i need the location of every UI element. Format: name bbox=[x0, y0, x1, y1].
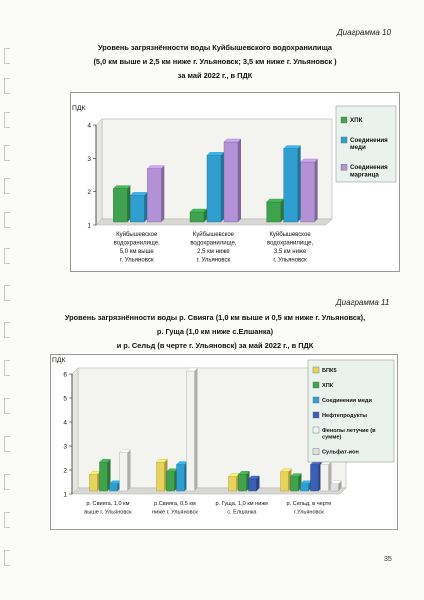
binder-hole bbox=[4, 248, 10, 264]
chart11-legend-label-line: ХПК bbox=[322, 383, 334, 389]
binder-hole bbox=[4, 48, 10, 64]
chart11-legend-label-line: БПК5 bbox=[322, 368, 337, 374]
chart11-bar bbox=[229, 474, 240, 491]
chart11-bar-front bbox=[239, 474, 247, 491]
chart10-bar-side bbox=[127, 186, 130, 222]
chart11-bar bbox=[187, 368, 198, 491]
chart10-legend-swatch bbox=[341, 164, 347, 170]
chart10-bar-side bbox=[161, 166, 164, 222]
chart11-category-label-line: р. Гуща, 1,0 км ниже bbox=[215, 501, 269, 507]
chart11-bar-side bbox=[195, 368, 198, 491]
chart10-category-label-line: водохранилище, bbox=[190, 240, 237, 247]
chart-diagram-11 bbox=[50, 354, 398, 530]
chart11-legend-label-line: Нефтепродукты bbox=[322, 413, 368, 419]
chart11-bar bbox=[167, 469, 178, 491]
chart-diagram-10 bbox=[70, 92, 400, 272]
chart11-bar-front bbox=[100, 462, 108, 491]
chart10-category-label-line: г. Ульяновск bbox=[119, 257, 154, 264]
chart10-bar-front bbox=[113, 189, 127, 222]
chart11-back-wall bbox=[78, 368, 346, 488]
chart10-category-label-line: 2,5 км ниже bbox=[197, 249, 230, 255]
chart10-category-label-line: г. Ульяновск bbox=[196, 257, 231, 264]
chart11-bar-front bbox=[229, 477, 237, 491]
binder-hole bbox=[4, 322, 10, 338]
chart10-legend bbox=[336, 106, 396, 182]
chart10-bar bbox=[267, 199, 284, 222]
chart10-legend-swatch bbox=[341, 137, 347, 143]
chart10-bar bbox=[130, 192, 147, 222]
binder-hole bbox=[4, 474, 10, 490]
diagram-11-title-line-1: Уровень загрязнённости воды р. Свияга (1,0 км выше и 0,5 км ниже г. Ульяновск), bbox=[64, 313, 366, 322]
chart10-bar bbox=[284, 146, 301, 222]
chart10-bar-front bbox=[301, 162, 315, 222]
chart11-bar-front bbox=[90, 474, 98, 491]
chart10-bar bbox=[224, 139, 241, 222]
chart10-category-label-line: Куйбышевское bbox=[192, 232, 235, 238]
binder-hole bbox=[4, 78, 10, 94]
chart11-bar bbox=[281, 469, 292, 491]
chart11-y-tick-label: 2 bbox=[63, 467, 67, 475]
chart11-y-tick-label: 1 bbox=[63, 491, 67, 499]
chart10-bar-top bbox=[267, 199, 284, 202]
chart11-legend-label bbox=[322, 368, 337, 374]
chart10-y-tick-label: 4 bbox=[87, 122, 91, 130]
chart11-bar bbox=[249, 476, 260, 491]
diagram-11-label: Диаграмма 11 bbox=[336, 298, 390, 307]
chart11-bar bbox=[291, 474, 302, 491]
chart11-legend-swatch bbox=[313, 382, 319, 388]
chart10-category-label-line: водохранилище, bbox=[113, 240, 160, 247]
chart10-bar-side bbox=[281, 199, 284, 222]
chart11-bar-front bbox=[291, 477, 299, 491]
chart10-y-tick-label: 2 bbox=[87, 189, 91, 197]
chart11-bar bbox=[331, 481, 342, 491]
chart11-legend-swatch bbox=[313, 427, 319, 433]
chart10-bar-front bbox=[267, 202, 281, 222]
diagram-10-title-line-2: (5,0 км выше и 2,5 км ниже г. Ульяновск; 3,5 км ниже г. Ульяновск ) bbox=[93, 57, 337, 66]
binder-hole bbox=[4, 285, 10, 301]
chart11-legend-swatch bbox=[313, 449, 319, 455]
chart11-bar-front bbox=[331, 484, 339, 491]
page-number: 35 bbox=[384, 556, 392, 563]
chart10-category-label-line: Куйбышевское bbox=[269, 232, 311, 238]
chart11-legend-swatch bbox=[313, 412, 319, 418]
diagram-11-title-line-2: р. Гуща (1,0 км ниже с.Елшанка) bbox=[156, 327, 274, 336]
chart11-side-wall bbox=[72, 368, 78, 494]
chart11-category-label-line: ниже г. Ульяновск bbox=[151, 509, 198, 516]
chart10-bar bbox=[113, 186, 130, 222]
diagram-10-label: Диаграмма 10 bbox=[337, 28, 391, 37]
binder-hole bbox=[4, 512, 10, 528]
chart10-bar-top bbox=[113, 186, 130, 189]
chart11-bar-front bbox=[321, 465, 329, 491]
chart10-bar bbox=[207, 152, 224, 222]
chart11-bar-front bbox=[120, 453, 128, 491]
chart10-bar-front bbox=[224, 142, 238, 222]
chart11-legend-swatch bbox=[313, 397, 319, 403]
chart11-y-axis-label: ПДК bbox=[52, 357, 66, 364]
binder-hole bbox=[4, 178, 10, 194]
chart11-bar-front bbox=[167, 472, 175, 491]
chart10-bar-side bbox=[221, 152, 224, 222]
chart11-bar-front bbox=[301, 484, 309, 491]
chart11-bar bbox=[90, 471, 101, 491]
chart11-bar-front bbox=[177, 465, 185, 491]
chart11-bar bbox=[311, 462, 322, 491]
chart10-bar-top bbox=[301, 159, 318, 162]
chart11-bar-front bbox=[110, 484, 118, 491]
chart11-y-tick-label: 3 bbox=[63, 443, 67, 451]
chart10-bar-top bbox=[190, 209, 207, 212]
diagram-11-title-line-3: и р. Сельд (в черте г. Ульяновск) за май 2022 г., в ПДК bbox=[116, 341, 314, 350]
diagram-10-title-line-3: за май 2022 г., в ПДК bbox=[177, 71, 253, 80]
diagram-10-title-line-1: Уровень загрязнённости воды Куйбышевского водохранилища bbox=[97, 43, 333, 52]
chart10-category-label-line: водохранилище, bbox=[266, 240, 314, 247]
chart10-bar-top bbox=[130, 192, 147, 195]
chart10-bar-top bbox=[224, 139, 241, 142]
chart11-bar-side bbox=[128, 450, 131, 491]
chart11-legend-swatch bbox=[313, 367, 319, 373]
binder-hole bbox=[4, 398, 10, 414]
chart11-category-label-line: г.Ульяновск bbox=[294, 509, 324, 516]
chart10-bar-top bbox=[284, 146, 301, 149]
chart10-bar-side bbox=[315, 159, 318, 222]
chart11-bar bbox=[157, 459, 168, 491]
chart10-bar-top bbox=[147, 166, 164, 169]
chart11-bar bbox=[120, 450, 131, 491]
chart10-y-tick-label: 1 bbox=[87, 222, 91, 230]
binder-hole bbox=[4, 360, 10, 376]
chart10-category-label-line: г. Ульяновск bbox=[273, 257, 307, 264]
chart11-bar bbox=[177, 462, 188, 491]
chart11-legend bbox=[308, 360, 394, 462]
chart11-legend-label-line: Сульфат-ион bbox=[322, 449, 359, 456]
chart11-bar bbox=[100, 459, 111, 491]
binder-hole bbox=[4, 436, 10, 452]
chart10-bar bbox=[147, 166, 164, 222]
chart10-y-tick-label: 3 bbox=[87, 155, 91, 163]
chart11-category-label-line: выше г. Ульяновск bbox=[84, 509, 132, 516]
binder-hole bbox=[4, 550, 10, 566]
chart10-category-label-line: 3,5 км ниже bbox=[273, 249, 307, 255]
binder-hole bbox=[4, 212, 10, 228]
chart10-legend-label-line: Соединения bbox=[350, 137, 388, 144]
chart11-y-tick-label: 6 bbox=[63, 371, 67, 379]
chart10-y-axis-label: ПДК bbox=[72, 105, 86, 112]
chart11-category-label-line: р. Свияга, 1,0 км bbox=[86, 501, 130, 507]
chart11-legend-label-line: сумме) bbox=[322, 434, 342, 441]
chart11-legend-label bbox=[322, 383, 334, 389]
chart11-bar bbox=[301, 481, 312, 491]
chart10-bar-front bbox=[284, 149, 298, 222]
chart10-category-label-line: Куйбышевское bbox=[116, 232, 158, 238]
chart11-legend-label bbox=[322, 412, 367, 419]
chart11-bar-front bbox=[187, 371, 195, 491]
chart11-bar-front bbox=[281, 472, 289, 491]
chart10-bar-side bbox=[144, 192, 147, 222]
chart11-y-tick-label: 4 bbox=[63, 419, 67, 427]
chart11-y-tick-label: 5 bbox=[63, 395, 67, 403]
chart11-bar-front bbox=[157, 462, 165, 491]
chart11-legend-label-line: Соединения меди bbox=[322, 398, 372, 404]
chart10-bar-side bbox=[298, 146, 301, 222]
binder-hole bbox=[4, 145, 10, 161]
chart11-legend-label-line: Фенолы летучие (в bbox=[322, 428, 376, 434]
chart11-legend-box bbox=[308, 360, 394, 462]
chart11-category-label-line: р. Сельд, в черте bbox=[286, 501, 332, 507]
chart11-category-label-line: р.Свияга, 0,5 км bbox=[154, 501, 196, 507]
chart11-legend-label bbox=[322, 398, 372, 404]
chart10-bar-front bbox=[207, 155, 221, 222]
chart11-category-label-line: с. Елшанка bbox=[227, 509, 257, 516]
binder-hole bbox=[4, 112, 10, 128]
chart11-legend-label bbox=[322, 449, 359, 456]
chart10-legend-swatch bbox=[341, 117, 347, 123]
chart10-bar bbox=[190, 209, 207, 222]
chart10-legend-label-line: марганца bbox=[350, 171, 379, 179]
chart10-bar-front bbox=[190, 212, 204, 222]
chart10-bar-side bbox=[238, 139, 241, 222]
chart11-bar bbox=[321, 462, 332, 491]
chart10-legend-label-line: ХПК bbox=[350, 117, 363, 124]
chart10-legend-label-line: Соединения bbox=[350, 164, 388, 172]
chart11-bar bbox=[239, 471, 250, 491]
chart10-bar-top bbox=[207, 152, 224, 155]
chart11-bar bbox=[110, 481, 121, 491]
chart10-category-label-line: 5,0 км выше bbox=[119, 249, 154, 255]
chart10-bar-front bbox=[147, 169, 161, 222]
chart11-bar-front bbox=[249, 479, 257, 491]
chart10-legend-label-line: меди bbox=[350, 144, 366, 152]
chart10-legend-label bbox=[350, 117, 363, 124]
chart10-bar-front bbox=[130, 195, 144, 222]
chart10-bar bbox=[301, 159, 318, 222]
chart10-side-wall bbox=[96, 119, 102, 225]
chart11-bar-front bbox=[311, 465, 319, 491]
